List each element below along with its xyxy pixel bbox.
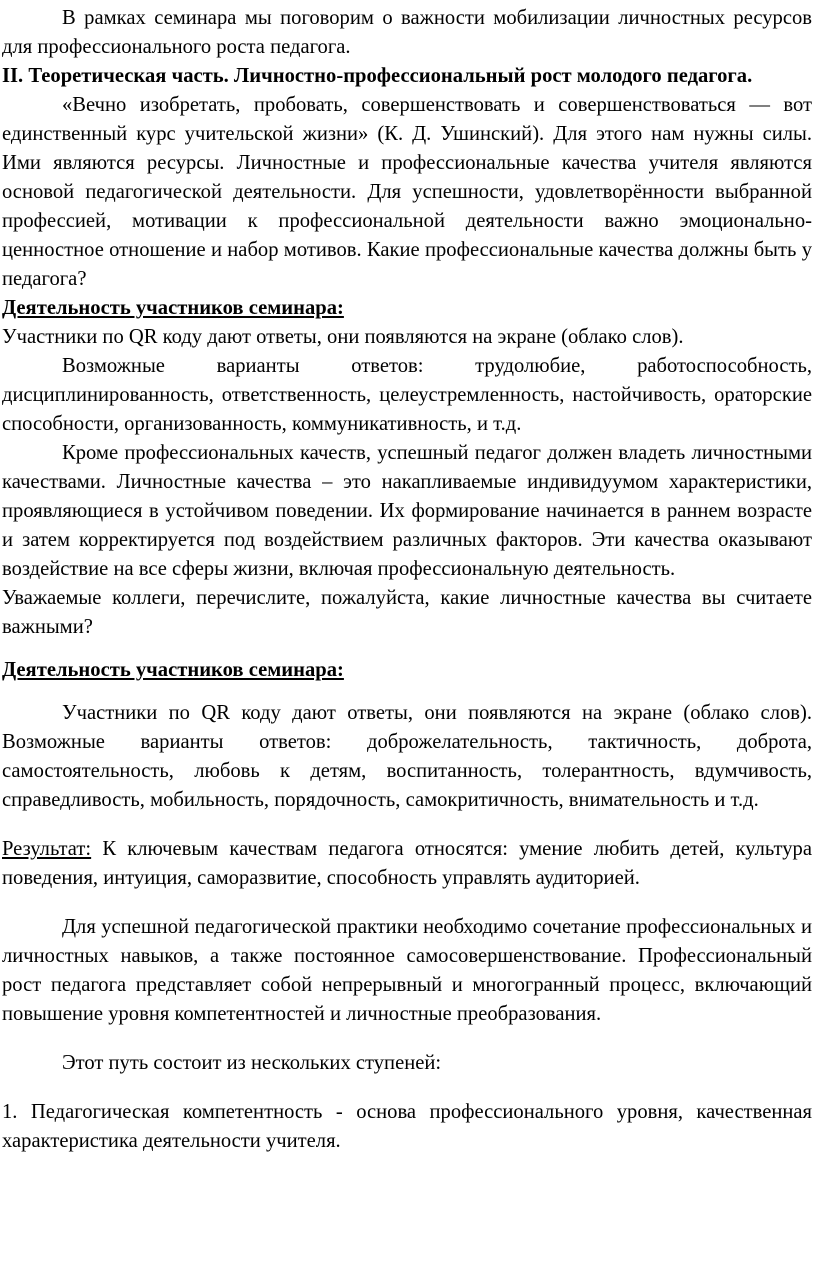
section-heading: II. Теоретическая часть. Личностно-профессиональный рост молодого педагога. bbox=[2, 65, 753, 87]
qr-answers-paragraph-2: Участники по QR коду дают ответы, они появляются на экране (облако слов). Возможные варианты ответов: доброжелательность, тактичность, доброта, самостоятельность, любовь к детям, воспитанность, толерантность, вдумчивость, справедливость, мобильность, порядочность, самокритичность, внимательность и т.д. bbox=[2, 702, 812, 811]
answers-paragraph-1: Возможные варианты ответов: трудолюбие, работоспособность, дисциплинированность, ответственность, целеустремленность, настойчивость, ораторские способности, организованность, коммуникативность, и т.д. bbox=[2, 355, 812, 435]
theory-paragraph: «Вечно изобретать, пробовать, совершенствовать и совершенствоваться — вот единственный курс учительской жизни» (К. Д. Ушинский). Для этого нам нужны силы. Ими являются ресурсы. Личностные и профессиональные качества учителя являются основой педагогической деятельности. Для успешности, удовлетворённости выбранной профессией, мотивации к профессиональной деятельности важно эмоционально-ценностное отношение и набор мотивов. Какие профессиональные качества должны быть у педагога? bbox=[2, 94, 812, 290]
result-paragraph bbox=[2, 835, 812, 893]
activity-heading-2: Деятельность участников семинара: bbox=[2, 659, 344, 681]
step-1-paragraph: 1. Педагогическая компетентность - основа профессионального уровня, качественная характеристика деятельности учителя. bbox=[2, 1101, 812, 1152]
question-paragraph: Уважаемые коллеги, перечислите, пожалуйста, какие личностные качества вы считаете важными? bbox=[2, 587, 812, 638]
result-label: Результат: bbox=[2, 838, 92, 860]
practice-paragraph: Для успешной педагогической практики необходимо сочетание профессиональных и личностных навыков, а также постоянное самосовершенствование. Профессиональный рост педагога представляет собой непрерывный и многогранный процесс, включающий повышение уровня компетентностей и личностные преобразования. bbox=[2, 916, 812, 1025]
result-text: К ключевым качествам педагога относятся: умение любить детей, культура поведения, интуиция, саморазвитие, способность управлять аудиторией. bbox=[2, 838, 812, 889]
activity-heading-1: Деятельность участников семинара: bbox=[2, 297, 344, 319]
qr-paragraph-1: Участники по QR коду дают ответы, они появляются на экране (облако слов). bbox=[2, 326, 684, 348]
intro-paragraph: В рамках семинара мы поговорим о важности мобилизации личностных ресурсов для профессионального роста педагога. bbox=[2, 7, 812, 58]
personal-qualities-paragraph: Кроме профессиональных качеств, успешный педагог должен владеть личностными качествами. Личностные качества – это накапливаемые индивидуумом характеристики, проявляющиеся в устойчивом поведении. Их формирование начинается в раннем возрасте и затем корректируется под воздействием различных факторов. Эти качества оказывают воздействие на все сферы жизни, включая профессиональную деятельность. bbox=[2, 442, 812, 580]
steps-intro-paragraph: Этот путь состоит из нескольких ступеней: bbox=[62, 1052, 442, 1074]
